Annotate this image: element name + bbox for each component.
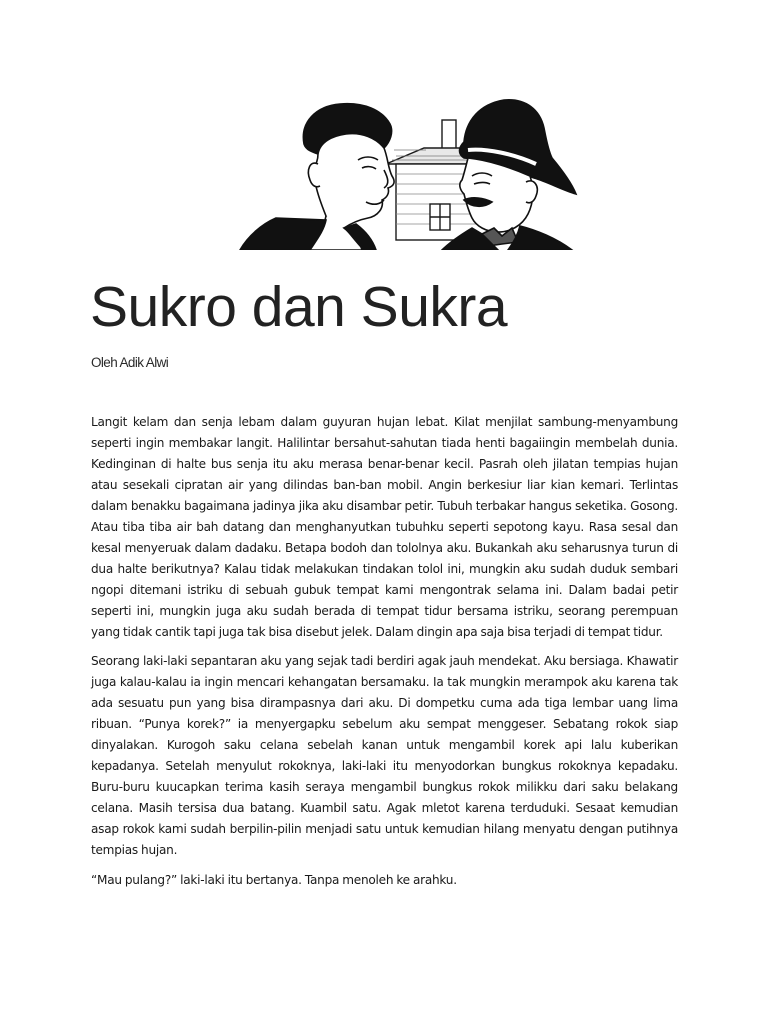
left-man-icon (240, 104, 394, 250)
author-byline: Oleh Adik Alwi (91, 355, 169, 370)
two-men-illustration-icon (236, 98, 588, 250)
story-paragraph: “Mau pulang?” laki-laki itu bertanya. Tanpa menoleh ke arahku. (91, 873, 457, 888)
story-paragraph: Langit kelam dan senja lebam dalam guyuran hujan lebat. Kilat menjilat sambung-menyambung seperti ingin membakar langit. Halilintar bersahut-sahutan tiada henti bagaiingin membelah dunia. Kedinginan di halte bus senja itu aku merasa benar-benar kecil. Pasrah oleh jilatan tempias hujan atau sesekali cipratan air yang dilindas ban-ban mobil. Angin berkesiur liar kian kemari. Terlintas dalam benakku bagaimana jadinya jika aku disambar petir. Tubuh terbakar hangus seketika. Gosong. Atau tiba tiba air bah datang dan menghanyutkan tubuhku seperti sepotong kayu. Rasa sesal dan kesal menyeruak dalam dadaku. Betapa bodoh dan tololnya aku. Bukankah aku seharusnya turun di dua halte berikutnya? Kalau tidak melakukan tindakan tolol ini, mungkin aku sudah duduk sembari ngopi ditemani istriku di sebuah gubuk tempat kami mengontrak selama ini. Dalam badai petir seperti ini, mungkin juga aku sudah berada di tempat tidur bersama istriku, seorang perempuan yang tidak cantik tapi juga tak bisa disebut jelek. Dalam dingin apa saja bisa terjadi di tempat tidur. (91, 415, 678, 639)
story-paragraph: Seorang laki-laki sepantaran aku yang sejak tadi berdiri agak jauh mendekat. Aku bersiaga. Khawatir juga kalau-kalau ia ingin mencari kehangatan bersamaku. Ia tak mungkin merampok aku karena tak ada sesuatu pun yang bisa dirampasnya dari aku. Di dompetku cuma ada tiga lembar uang lima ribuan. “Punya korek?” ia menyergapku sebelum aku sempat menggeser. Sebatang rokok siap dinyalakan. Kurogoh saku celana sebelah kanan untuk mengambil korek api lalu kuberikan kepadanya. Setelah menyulut rokoknya, laki-laki itu menyodorkan bungkus rokoknya kepadaku. Buru-buru kuucapkan terima kasih seraya mengambil bungkus rokok milikku dari saku belakang celana. Masih tersisa dua batang. Kuambil satu. Agak mletot karena terduduki. Sesaat kemudian asap rokok kami sudah berpilin-pilin menjadi satu untuk kemudian hilang menyatu dengan putihnya tempias hujan. (91, 654, 678, 858)
story-title: Sukro dan Sukra (90, 275, 508, 339)
story-body (91, 412, 678, 900)
